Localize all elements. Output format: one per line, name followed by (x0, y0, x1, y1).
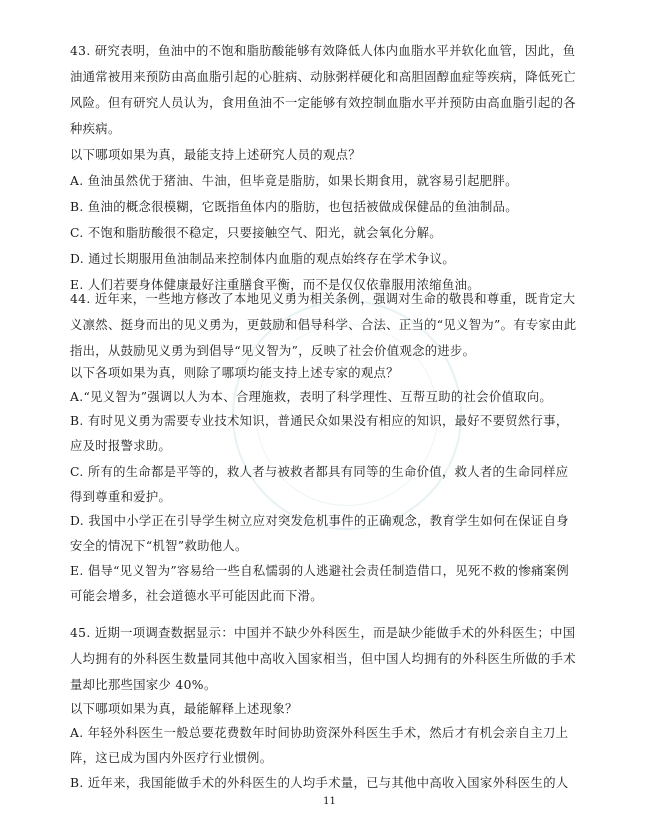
answer-option-line: D. 我国中小学正在引导学生树立应对突发危机事件的正确观念，教育学生如何在保证自身 (70, 514, 569, 528)
question-stem-line: 45. 近期一项调查数据显示：中国并不缺少外科医生，而是缺少能做手术的外科医生；中国 (70, 626, 576, 640)
answer-option-line: E. 倡导“见义智为”容易给一些自私懦弱的人逃避社会责任制造借口，见死不救的惨痛案例 (70, 564, 570, 578)
answer-option-line: C. 所有的生命都是平等的，救人者与被救者都具有同等的生命价值，救人者的生命同样应 (70, 465, 569, 479)
question-stem-line: 43. 研究表明，鱼油中的不饱和脂肪酸能够有效降低人体内血脂水平并软化血管，因此，鱼 (70, 44, 576, 58)
answer-option-line: A.“见义智为”强调以人为本、合理施救，表明了科学理性、互帮互助的社会价值取向。 (70, 390, 553, 404)
page-number: 11 (323, 796, 336, 807)
question-stem-line: 人均拥有的外科医生数量同其他中高收入国家相当，但中国人均拥有的外科医生所做的手术 (70, 652, 576, 666)
question-stem-line: 指出，从鼓励见义勇为到倡导“见义智为”，反映了社会价值观念的进步。 (70, 344, 476, 358)
answer-option-line: B. 鱼油的概念很模糊，它既指鱼体内的脂肪，也包括被做成保健品的鱼油制品。 (70, 200, 518, 214)
answer-option-line: 应及时报警求助。 (70, 439, 172, 453)
question-stem-line: 44. 近年来，一些地方修改了本地见义勇为相关条例，强调对生命的敬畏和尊重，既肯定大 (70, 292, 576, 306)
answer-option-line: E. 人们若要身体健康最好注重膳食平衡，而不是仅仅依靠服用浓缩鱼油。 (70, 278, 480, 292)
answer-option-line: 得到尊重和爱护。 (70, 490, 172, 504)
question-stem-line: 种疾病。 (70, 122, 121, 136)
answer-option-line: B. 近年来，我国能做手术的外科医生的人均手术量，已与其他中高收入国家外科医生的人 (70, 776, 569, 790)
answer-option-line: D. 通过长期服用鱼油制品来控制体内血脂的观点始终存在学术争议。 (70, 252, 456, 266)
answer-option-line: 可能会增多，社会道德水平可能因此而下滑。 (70, 589, 323, 603)
answer-option-line: A. 鱼油虽然优于猪油、牛油，但毕竟是脂肪，如果长期食用，就容易引起肥胖。 (70, 174, 518, 188)
answer-option-line: 阵，这已成为国内外医疗行业惯例。 (70, 751, 273, 765)
question-stem-line: 风险。但有研究人员认为，食用鱼油不一定能够有效控制血脂水平并预防由高血脂引起的各 (70, 96, 576, 110)
answer-option-line: B. 有时见义勇为需要专业技术知识，普通民众如果没有相应的知识，最好不要贸然行事， (70, 414, 569, 428)
question-prompt: 以下各项如果为真，则除了哪项均能支持上述专家的观点？ (70, 366, 399, 380)
question-prompt: 以下哪项如果为真，最能支持上述研究人员的观点？ (70, 148, 361, 162)
answer-option-line: 安全的情况下“机智”救助他人。 (70, 539, 248, 553)
answer-option-line: A. 年轻外科医生一般总要花费数年时间协助资深外科医生手术，然后才有机会亲自主刀上 (70, 726, 569, 740)
question-stem-line: 油通常被用来预防由高血脂引起的心脏病、动脉粥样硬化和高胆固醇血症等疾病，降低死亡 (70, 70, 576, 84)
question-stem-line: 量却比那些国家少 40%。 (70, 678, 217, 692)
answer-option-line: C. 不饱和脂肪酸很不稳定，只要接触空气、阳光，就会氧化分解。 (70, 226, 442, 240)
question-stem-line: 义凛然、挺身而出的见义勇为，更鼓励和倡导科学、合法、正当的“见义智为”。有专家由此 (70, 318, 577, 332)
question-prompt: 以下哪项如果为真，最能解释上述现象？ (70, 702, 298, 716)
